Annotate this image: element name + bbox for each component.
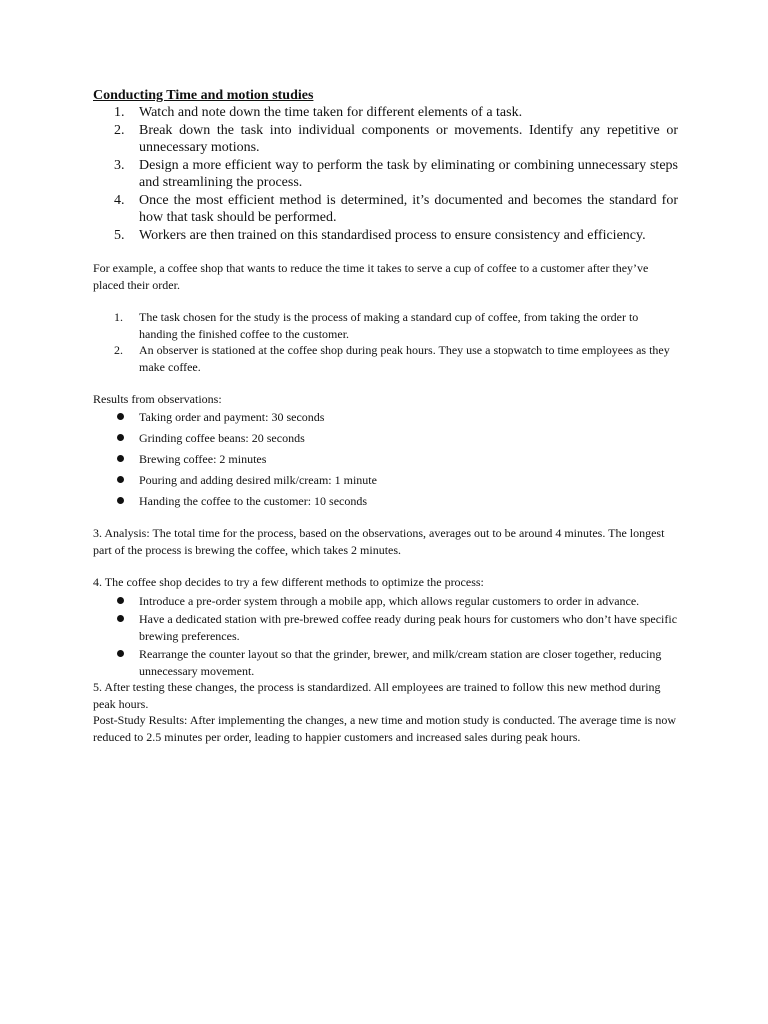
- bullet-icon: [117, 497, 124, 504]
- results-list: [93, 409, 678, 510]
- method-item: Introduce a pre-order system through a mobile app, which allows regular customers to order in advance.: [93, 593, 678, 610]
- step-number: 2.: [114, 343, 123, 357]
- step-text: An observer is stationed at the coffee shop during peak hours. They use a stopwatch to time employees as they make coffee.: [139, 343, 670, 374]
- result-item: Handing the coffee to the customer: 10 seconds: [93, 493, 678, 510]
- study-step: [93, 157, 678, 192]
- result-item: Taking order and payment: 30 seconds: [93, 409, 678, 426]
- analysis-paragraph: 3. Analysis: The total time for the process, based on the observations, averages out to be around 4 minutes. The longest part of the process is brewing the coffee, which takes 2 minutes.: [93, 526, 665, 557]
- bullet-icon: [117, 650, 124, 657]
- result-item: Pouring and adding desired milk/cream: 1 minute: [93, 472, 678, 489]
- study-step: [93, 227, 678, 245]
- bullet-icon: [117, 476, 124, 483]
- post-study-paragraph: Post-Study Results: After implementing the changes, a new time and motion study is conducted. The average time is now reduced to 2.5 minutes per order, leading to happier customers and increased sales during peak hours.: [93, 713, 677, 744]
- step-number: 5.: [114, 227, 125, 243]
- result-item: Brewing coffee: 2 minutes: [93, 451, 678, 468]
- bullet-icon: [117, 455, 124, 462]
- study-step: [93, 192, 678, 227]
- step-text: Workers are then trained on this standardised process to ensure consistency and efficiency.: [139, 227, 646, 243]
- step-number: 1.: [114, 105, 125, 120]
- example-steps-list: [93, 309, 678, 375]
- bullet-icon: [117, 413, 124, 420]
- step-number: 3.: [114, 157, 125, 173]
- step-text: Watch and note down the time taken for different elements of a task.: [139, 105, 523, 120]
- method-item: Have a dedicated station with pre-brewed coffee ready during peak hours for customers who don’t have specific brewing preferences.: [93, 611, 678, 644]
- step-number: 4.: [114, 192, 125, 208]
- standardized-paragraph: 5. After testing these changes, the process is standardized. All employees are trained to follow this new method during peak hours.: [93, 680, 661, 711]
- step-number: 1.: [114, 310, 123, 324]
- example-step: [93, 309, 678, 342]
- study-steps-list: [93, 104, 678, 244]
- study-step: [93, 104, 678, 122]
- step-text: Break down the task into individual components or movements. Identify any repetitive or unnecessary motions.: [139, 122, 678, 155]
- step-number: 2.: [114, 122, 125, 138]
- document-body: [93, 87, 678, 745]
- bullet-icon: [117, 434, 124, 441]
- step-text: Design a more efficient way to perform the task by eliminating or combining unnecessary steps and streamlining the process.: [139, 157, 678, 190]
- study-step: [93, 122, 678, 157]
- methods-list: [93, 593, 678, 680]
- methods-intro: 4. The coffee shop decides to try a few different methods to optimize the process:: [93, 575, 484, 589]
- method-item: Rearrange the counter layout so that the grinder, brewer, and milk/cream station are closer together, reducing unnecessary movement.: [93, 646, 678, 679]
- results-heading: Results from observations:: [93, 392, 222, 406]
- bullet-icon: [117, 597, 124, 604]
- page-title: Conducting Time and motion studies: [93, 88, 314, 103]
- step-text: Once the most efficient method is determined, it’s documented and becomes the standard for how that task should be performed.: [139, 192, 678, 225]
- example-intro: For example, a coffee shop that wants to reduce the time it takes to serve a cup of coffee to a customer after they’ve placed their order.: [93, 261, 649, 292]
- step-text: The task chosen for the study is the process of making a standard cup of coffee, from taking the order to handing the finished coffee to the customer.: [139, 310, 639, 341]
- example-step: [93, 342, 678, 375]
- result-item: Grinding coffee beans: 20 seconds: [93, 430, 678, 447]
- bullet-icon: [117, 615, 124, 622]
